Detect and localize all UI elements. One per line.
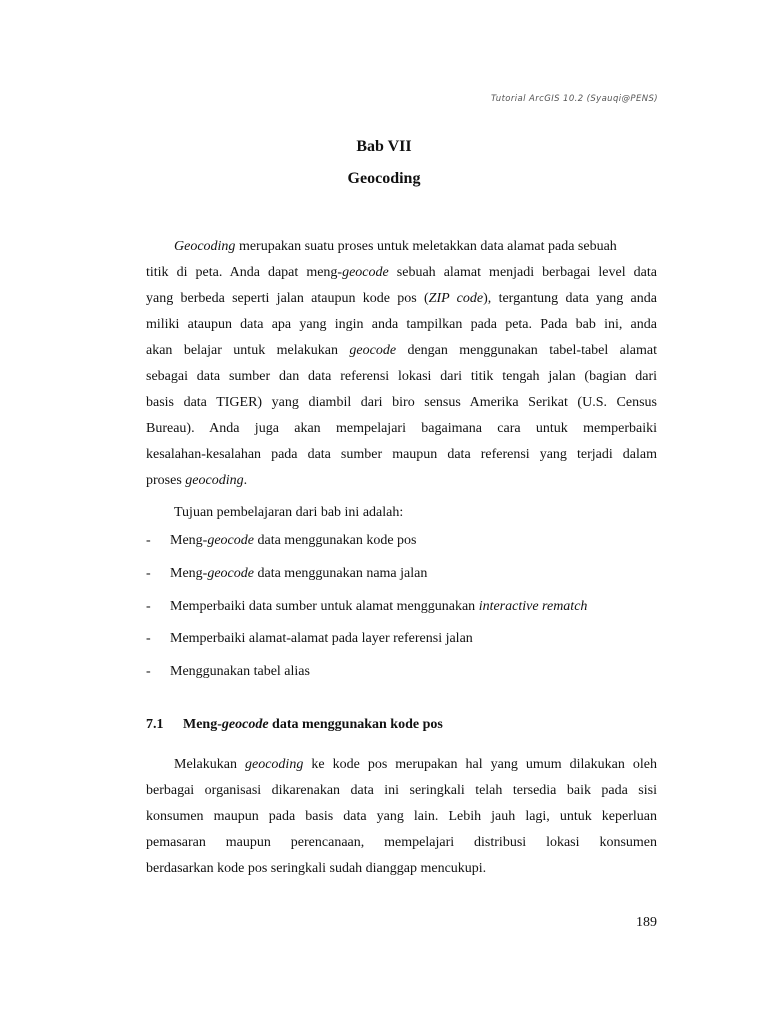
intro-line: Bureau). Anda juga akan mempelajari bagaimana cara untuk memperbaiki xyxy=(146,421,657,436)
intro-line: basis data TIGER) yang diambil dari biro sensus Amerika Serikat (U.S. Census xyxy=(146,395,657,410)
document-page: Tutorial ArcGIS 10.2 (Syauqi@PENS) Bab VII Geocoding Geocoding merupakan suatu proses untuk meletakkan data alamat pada sebuah titik di peta. Anda dapat meng-geocode sebuah alamat menjadi berbagai level data yang berbeda seperti jalan ataupun kode pos (ZIP code), tergantung data yang anda miliki ataupun data apa yang ingin anda tampilkan pada peta. Pada bab ini, anda akan belajar untuk melakukan geocode dengan menggunakan tabel-tabel alamat sebagai data sumber dan data referensi lokasi dari titik tengah jalan (bagian dari basis data TIGER) yang diambil dari biro sensus Amerika Serikat (U.S. Census Bureau). Anda juga akan mempelajari bagaimana cara untuk memperbaiki kesalahan-kesalahan pada data sumber maupun data referensi yang terjadi dalam proses geocoding. Tujuan pembelajaran dari bab ini adalah: - Meng-geocode data menggunakan kode pos - Meng-geocode data menggunakan nama jalan - Memperbaiki data sumber untuk alamat menggunakan interactive rematch - Memperbaiki alamat-alamat pada layer referensi jalan - Menggunakan tabel alias 7.1 Meng-geocode data menggunakan kode pos Melakukan geocoding ke kode pos merupakan hal yang umum dilakukan oleh berbagai organisasi dikarenakan data ini seringkali telah tersedia baik pada sisi konsumen maupun pada basis data yang lain. Lebih jauh lagi, untuk keperluan pemasaran maupun perencanaan, mempelajari distribusi lokasi konsumen berdasarkan kode pos seringkali sudah dianggap mencukupi. 189 xyxy=(0,0,768,1024)
section-line: pemasaran maupun perencanaan, mempelajari distribusi lokasi konsumen xyxy=(146,835,657,850)
chapter-title: Geocoding xyxy=(347,170,421,187)
intro-line: titik di peta. Anda dapat meng-geocode sebuah alamat menjadi berbagai level data xyxy=(146,265,657,280)
section-line: berbagai organisasi dikarenakan data ini seringkali telah tersedia baik pada sisi xyxy=(146,783,657,798)
page-number: 189 xyxy=(636,915,657,930)
intro-line: akan belajar untuk melakukan geocode dengan menggunakan tabel-tabel alamat xyxy=(146,343,657,358)
objectives-intro: Tujuan pembelajaran dari bab ini adalah: xyxy=(174,505,404,520)
intro-line: kesalahan-kesalahan pada data sumber maupun data referensi yang terjadi dalam xyxy=(146,447,657,462)
section-heading: 7.1 Meng-geocode data menggunakan kode pos xyxy=(146,717,443,732)
section-line: berdasarkan kode pos seringkali sudah dianggap mencukupi. xyxy=(146,861,487,876)
intro-line: sebagai data sumber dan data referensi lokasi dari titik tengah jalan (bagian dari xyxy=(146,369,657,384)
intro-line: miliki ataupun data apa yang ingin anda tampilkan pada peta. Pada bab ini, anda xyxy=(146,317,657,332)
intro-line: Geocoding merupakan suatu proses untuk meletakkan data alamat pada sebuah xyxy=(174,239,617,254)
chapter-number: Bab VII xyxy=(356,138,412,155)
running-header: Tutorial ArcGIS 10.2 (Syauqi@PENS) xyxy=(491,94,658,104)
intro-line: yang berbeda seperti jalan ataupun kode pos (ZIP code), tergantung data yang anda xyxy=(146,291,657,306)
intro-line: proses geocoding. xyxy=(146,473,248,488)
section-line: Melakukan geocoding ke kode pos merupakan hal yang umum dilakukan oleh xyxy=(174,757,657,772)
section-line: konsumen maupun pada basis data yang lain. Lebih jauh lagi, untuk keperluan xyxy=(146,809,657,824)
